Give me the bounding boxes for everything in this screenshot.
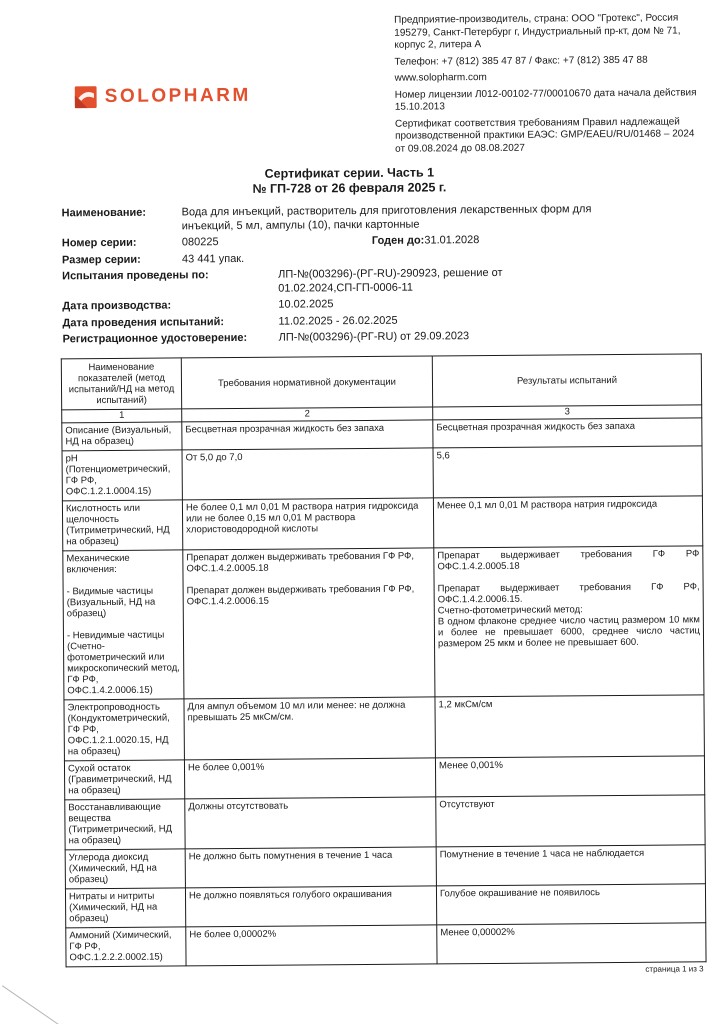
requirement-cell: Не более 0,00002%	[186, 925, 437, 966]
spec-cell: Углерода диоксид (Химический, НД на образец)	[65, 849, 185, 889]
spec-cell: Кислотность или щелочность (Титриметрический, НД на образец)	[62, 500, 182, 551]
requirement-cell: Не более 0,001%	[184, 758, 435, 799]
gmp-certificate: Сертификат соответствия требованиям Правил надлежащей производственной практики ЕАЭС: GMP/EAEU/RU/01468 – 2024 от 09.08.2024 до 08.08.2027	[394, 115, 695, 155]
requirement-cell: Не должно появляться голубого окрашивания	[185, 886, 436, 927]
result-cell: 1,2 мкСм/см	[435, 695, 704, 758]
field-value: 080225	[181, 236, 219, 249]
table-header-row	[61, 354, 701, 410]
result-cell: Менее 0,00002%	[437, 923, 706, 964]
website: www.solopharm.com	[394, 72, 487, 84]
requirement-cell: Не должно быть помутнения в течение 1 часа	[185, 847, 436, 888]
row-reducing-substances	[65, 795, 705, 850]
field-value: 43 441 упак.	[181, 252, 245, 265]
field-label: Размер серии:	[61, 253, 141, 266]
row-mechanical-inclusions	[63, 546, 704, 700]
requirement-cell: Для ампул объемом 10 мл или менее: не должна превышать 25 мкСм/см.	[184, 697, 435, 760]
field-expiry-value: 31.01.2028	[424, 234, 480, 247]
spec-cell: Восстанавливающие вещества (Титриметрический, НД на образец)	[65, 799, 185, 850]
row-ph	[62, 446, 702, 501]
field-production-date	[62, 295, 704, 314]
requirement-cell: Бесцветная прозрачная жидкость без запаха	[182, 420, 433, 450]
spec-cell: Нитраты и нитриты (Химический, НД на образец)	[65, 888, 185, 928]
field-label: Номер серии:	[61, 236, 137, 250]
field-label: Регистрационное удостоверение:	[62, 331, 248, 346]
field-label: Дата производства:	[62, 299, 172, 313]
result-cell: Препарат выдерживает требования ГФ РФ ОФС.1.4.2.0005.18 Препарат выдерживает требования ГФ РФ, ОФС.1.4.2.0006.15. Счетно-фотометрический метод: В одном флаконе среднее число частиц размером 10 мкм и более не превышает 6000, среднее число частиц размером 25 мкм и более не превышает 600.	[434, 546, 704, 697]
row-acidity-alkalinity	[62, 496, 702, 551]
column-number: 2	[182, 407, 433, 422]
result-cell: Отсутствуют	[436, 795, 705, 847]
field-expiry-label: Годен до:	[371, 234, 425, 247]
field-batch-number	[62, 232, 704, 251]
spec-cell: pH (Потенциометрический, ГФ РФ, ОФС.1.2.1.0004.15)	[62, 450, 182, 501]
row-dry-residue	[64, 756, 704, 800]
field-value: Вода для инъекций, растворитель для приготовления лекарственных форм для инъекций, 5 мл, ампулы (10), пачки картонные	[181, 203, 592, 232]
solopharm-logo	[75, 85, 251, 108]
field-label: Испытания проведены по:	[62, 269, 209, 283]
column-number: 1	[62, 409, 182, 423]
document-number: № ГП-728 от 26 февраля 2025 г.	[252, 180, 447, 196]
requirement-cell: Не более 0,1 мл 0,01 М раствора натрия гидроксида или не более 0,15 мл 0,01 М раствора хлористоводородной кислоты	[182, 498, 433, 550]
manufacturer-address: Предприятие-производитель, страна: ООО "Гротекс", Россия 195279, Санкт-Петербург г, Индустриальный пр-кт, дом № 71, корпус 2, литера А	[394, 12, 681, 51]
field-label: Наименование:	[61, 206, 147, 220]
spec-cell: Сухой остаток (Гравиметрический, НД на образец)	[64, 760, 184, 800]
field-product-name	[62, 202, 704, 234]
test-results-table	[61, 353, 707, 967]
result-cell: Бесцветная прозрачная жидкость без запаха	[433, 418, 702, 448]
header-requirements: Требования нормативной документации	[181, 356, 432, 409]
row-ammonium	[66, 923, 706, 967]
field-value: ЛП-№(003296)-(РГ-RU) от 29.09.2023	[278, 330, 470, 344]
license-number: Номер лицензии Л012-00102-77/00010670 дата начала действия 15.10.2013	[394, 86, 697, 113]
field-value: 11.02.2025 - 26.02.2025	[278, 314, 398, 328]
field-registration-certificate	[63, 328, 705, 347]
spec-cell: Механические включения: - Видимые частицы (Визуальный, НД на образец) - Невидимые частицы (Счетно-фотометрический или микроскопический метод, ГФ РФ, ОФС.1.4.2.0006.15)	[63, 550, 184, 700]
result-cell: Помутнение в течение 1 часа не наблюдается	[436, 845, 705, 886]
solopharm-logo-text: SOLOPHARM	[104, 84, 251, 108]
document-title: Сертификат серии. Часть 1	[264, 165, 435, 181]
row-carbon-dioxide	[65, 845, 705, 889]
field-testing-dates	[62, 312, 704, 331]
field-value: ЛП-№(003296)-(РГ-RU)-290923, решение от 01.02.2024,СП-ГП-0006-11	[278, 266, 503, 295]
header-spec-name: Наименование показателей (метод испытаний/НД на метод испытаний)	[61, 358, 181, 410]
result-cell: 5,6	[433, 446, 702, 498]
column-number: 3	[433, 405, 702, 420]
result-cell: Менее 0,001%	[435, 756, 704, 797]
spec-cell: Электропроводность (Кондуктометрический, ГФ РФ, ОФС.1.2.1.0020.15, НД на образец)	[64, 699, 184, 761]
document-title-block	[0, 163, 702, 199]
certificate-fields	[62, 202, 705, 350]
test-results-table-wrap	[61, 353, 706, 978]
scan-page-edge	[2, 985, 62, 1024]
row-conductivity	[64, 695, 704, 761]
field-batch-size	[62, 249, 704, 268]
field-tested-according-to	[62, 265, 704, 297]
requirement-cell: Должны отсутствовать	[185, 797, 436, 849]
solopharm-logo-icon	[75, 86, 97, 108]
requirement-cell: От 5,0 до 7,0	[182, 448, 433, 500]
company-info-block	[394, 12, 703, 159]
row-nitrates-nitrites	[65, 884, 705, 928]
result-cell: Менее 0,1 мл 0,01 М раствора натрия гидроксида	[433, 496, 702, 548]
page-number: страница 1 из 3	[645, 964, 704, 974]
phone-fax: Телефон: +7 (812) 385 47 87 / Факс: +7 (812) 385 47 88	[394, 54, 648, 68]
header-results: Результаты испытаний	[432, 354, 701, 407]
result-cell: Голубое окрашивание не появилось	[436, 884, 705, 925]
spec-cell: Аммоний (Химический, ГФ РФ, ОФС.1.2.2.2.0002.15)	[66, 927, 186, 967]
field-value: 10.02.2025	[278, 298, 334, 311]
spec-cell: Описание (Визуальный, НД на образец)	[62, 422, 182, 451]
field-label: Дата проведения испытаний:	[62, 315, 225, 329]
requirement-cell: Препарат должен выдерживать требования ГФ РФ, ОФС.1.4.2.0005.18 Препарат должен выдерживать требования ГФ РФ, ОФС.1.4.2.0006.15	[183, 548, 435, 699]
